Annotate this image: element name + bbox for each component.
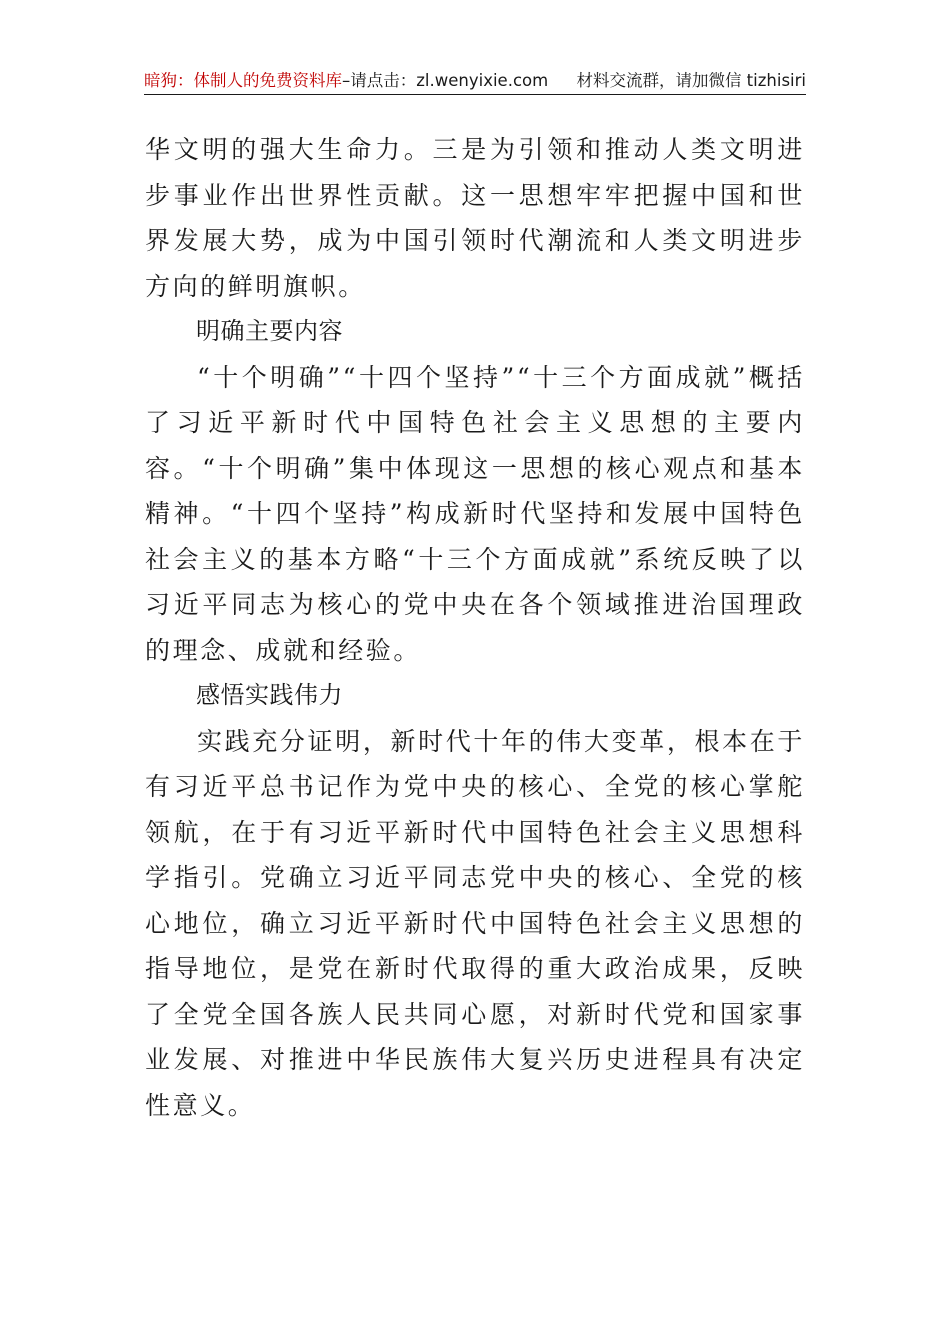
header-contact: 材料交流群，请加微信 tizhisiri [576, 71, 806, 90]
header-link-prefix: –请点击： [342, 71, 417, 90]
paragraph-continuation: 华文明的强大生命力。三是为引领和推动人类文明进步事业作出世界性贡献。这一思想牢牢把握中国和世界发展大势，成为中国引领时代潮流和人类文明进步方向的鲜明旗帜。 [145, 135, 805, 301]
section-heading-main-content: 明确主要内容 [196, 317, 343, 345]
header-divider [144, 94, 806, 95]
page-header [144, 68, 806, 94]
document-body [145, 127, 805, 1128]
paragraph-main-content: “十个明确”“十四个坚持”“十三个方面成就”概括了习近平新时代中国特色社会主义思想的主要内容。“十个明确”集中体现这一思想的核心观点和基本精神。“十四个坚持”构成新时代坚持和发展中国特色社会主义的基本方略“十三个方面成就”系统反映了以习近平同志为核心的党中央在各个领域推进治国理政的理念、成就和经验。 [145, 362, 805, 665]
header-brand: 暗狗：体制人的免费资料库 [144, 71, 342, 90]
header-link[interactable]: zl.wenyixie.com [416, 71, 549, 90]
section-heading-practice: 感悟实践伟力 [196, 681, 343, 709]
paragraph-practice: 实践充分证明，新时代十年的伟大变革，根本在于有习近平总书记作为党中央的核心、全党的核心掌舵领航，在于有习近平新时代中国特色社会主义思想科学指引。党确立习近平同志党中央的核心、全党的核心地位，确立习近平新时代中国特色社会主义思想的指导地位，是党在新时代取得的重大政治成果，反映了全党全国各族人民共同心愿，对新时代党和国家事业发展、对推进中华民族伟大复兴历史进程具有决定性意义。 [145, 726, 805, 1120]
header-left [144, 68, 548, 94]
